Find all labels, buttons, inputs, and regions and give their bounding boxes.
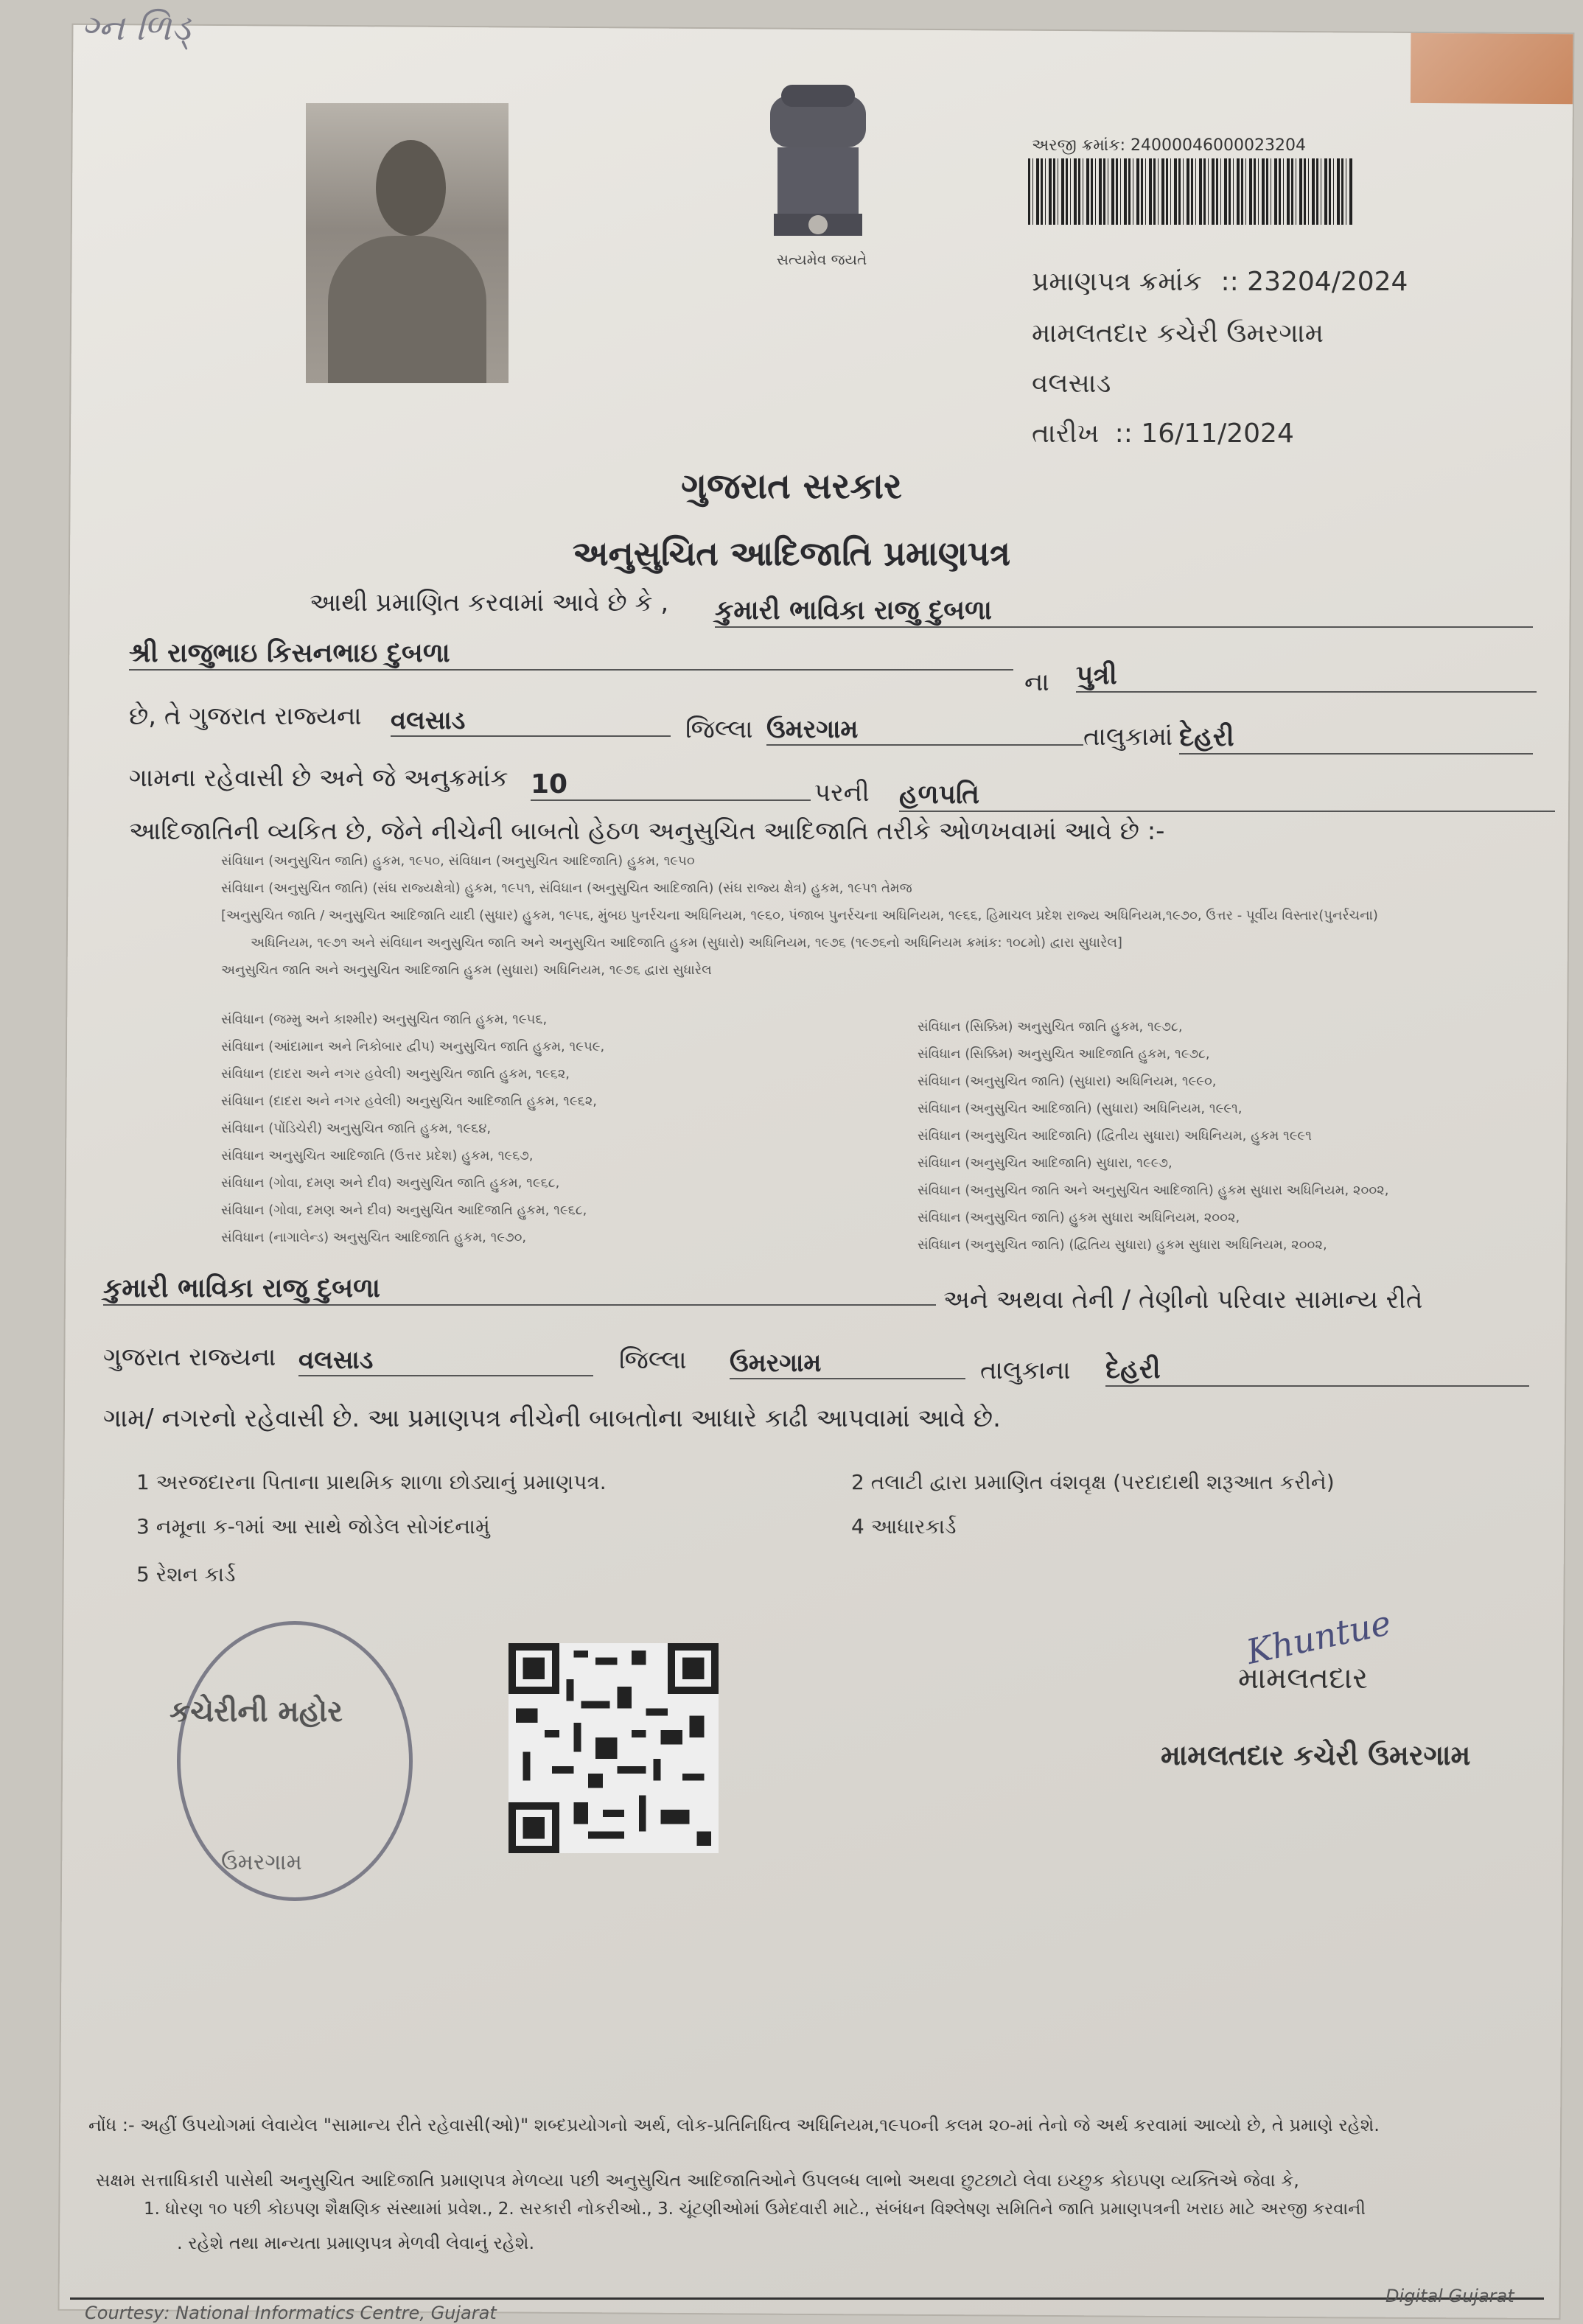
orders-right-list	[918, 1013, 1388, 1259]
district-label: જિલ્લા	[685, 715, 753, 744]
handwritten-note: ગ્ન ળિડ્	[81, 7, 191, 49]
issue-date-label: તારીખ	[1032, 419, 1100, 449]
resident-text: ગામના રહેવાસી છે અને જે અનુક્રમાંક	[129, 763, 509, 793]
seal-ring-text: ઉમરગામ	[221, 1849, 302, 1875]
orders-left-list	[221, 1006, 604, 1251]
order-line: સંવિધાન (સિક્કિમ) અનુસુચિત જાતિ હુકમ, ૧૯૭૮,	[918, 1019, 1183, 1035]
document-item: 3 નમૂના ક-૧માં આ સાથે જોડેલ સોગંદનામું	[136, 1514, 490, 1539]
order-line: સંવિધાન (પોંડિચેરી) અનુસુચિત જાતિ હુકમ, ૧૯૬૪,	[221, 1121, 492, 1136]
recognition-text: આદિજાતિની વ્યકિત છે, જેને નીચેની બાબતો હેઠળ અનુસુચિત આદિજાતિ તરીકે ઓળખવામાં આવે છે :-	[129, 816, 1165, 846]
document-item: 2 તલાટી દ્વારા પ્રમાણિત વંશવૃક્ષ (પરદાદાથી શરૂઆત કરીને)	[851, 1470, 1335, 1494]
order-line: સંવિધાન (અનુસુચિત આદિજાતિ) (સુધારા) અધિનિયમ, ૧૯૯૧,	[918, 1101, 1243, 1116]
order-line: સંવિધાન અનુસુચિત આદિજાતિ (ઉત્તર પ્રદેશ) હુકમ, ૧૯૬૭,	[221, 1148, 534, 1163]
seal-label: કચેરીની મહોર	[170, 1695, 343, 1729]
order-line: સંવિધાન (અનુસુચિત જાતિ) (સુધારા) અધિનિયમ, ૧૯૯૦,	[918, 1074, 1217, 1089]
order-line: સંવિધાન (અનુસુચિત આદિજાતિ) (દ્વિતીય સુધારા) અધિનિયમ, હુકમ ૧૯૯૧	[918, 1128, 1312, 1144]
orders-main-list	[221, 847, 1378, 984]
order-line: સંવિધાન (અનુસુચિત જાતિ) (દ્વિતિય સુધારા) હુકમ સુધારા અધિનિયમ, ૨૦૦૨,	[918, 1237, 1327, 1253]
issuing-office: મામલતદાર કચેરી ઉમરગામ	[1032, 318, 1324, 349]
caste-prefix: પરની	[814, 778, 870, 808]
serial-number: 10	[531, 769, 811, 801]
village-value: દેહરી	[1179, 722, 1533, 755]
issuing-district: વલસાડ	[1032, 368, 1111, 399]
digital-gujarat-credit: Digital Gujarat	[1385, 2286, 1514, 2306]
relation: પુત્રી	[1076, 660, 1537, 693]
residence-name: કુમારી ભાવિકા રાજુ દુબળા	[103, 1273, 936, 1306]
order-line: સંવિધાન (અનુસુચિત જાતિ) હુકમ સુધારા અધિનિયમ, ૨૦૦૨,	[918, 1210, 1240, 1225]
order-line: સંવિધાન (અનુસુચિત આદિજાતિ) સુધારા, ૧૯૯૭,	[918, 1155, 1173, 1171]
order-line: અનુસુચિત જાતિ અને અનુસુચિત આદિજાતિ હુકમ (સુધારા) અધિનિયમ, ૧૯૭૬ દ્વારા સુધારેલ	[221, 962, 712, 978]
issue-date-value: :: 16/11/2024	[1114, 419, 1294, 449]
caste-name: હળપતિ	[899, 780, 1555, 812]
order-line: સંવિધાન (ગોવા, દમણ અને દીવ) અનુસુચિત આદિજાતિ હુકમ, ૧૯૬૮,	[221, 1203, 587, 1218]
father-name: શ્રી રાજુભાઇ કિસનભાઇ દુબળા	[129, 638, 1013, 671]
footer-divider	[70, 2297, 1544, 2300]
document-item: 4 આધારકાર્ડ	[851, 1514, 957, 1539]
residence-taluka-label: તાલુકાના	[980, 1356, 1071, 1385]
signatory-designation: મામલતદાર	[1238, 1662, 1368, 1695]
barcode	[1028, 158, 1352, 225]
district-value: વલસાડ	[391, 706, 671, 737]
order-line: સંવિધાન (આંદામાન અને નિકોબાર દ્વીપ) અનુસુચિત જાતિ હુકમ, ૧૯૫૯,	[221, 1039, 605, 1054]
applicant-photo	[306, 103, 509, 383]
order-line: સંવિધાન (દાદરા અને નગર હવેલી) અનુસુચિત જાતિ હુકમ, ૧૯૬૨,	[221, 1066, 570, 1082]
footer-point: 1. ધોરણ ૧૦ પછી કોઇપણ શૈક્ષણિક સંસ્થામાં પ્રવેશ., 2. સરકારી નોકરીઓ., 3. ચૂંટણીઓમાં ઉમેદવારી માટે., સંબંધન વિશ્લેષણ સમિતિને જાતિ પ્રમાણપત્રની ખરાઇ માટે અરજી કરવાની	[144, 2199, 1366, 2219]
document-item: 5 રેશન કાર્ડ	[136, 1562, 236, 1586]
footer-point: . રહેશે તથા માન્યતા પ્રમાણપત્ર મેળવી લેવાનું રહેશે.	[177, 2233, 535, 2253]
family-text: અને અથવા તેની / તેણીનો પરિવાર સામાન્ય રીતે	[943, 1285, 1423, 1315]
basis-text: ગામ/ નગરનો રહેવાસી છે. આ પ્રમાણપત્ર નીચેની બાબતોના આધારે કાઢી આપવામાં આવે છે.	[103, 1404, 1001, 1433]
document-item: 1 અરજદારના પિતાના પ્રાથમિક શાળા છોડ્યાનું પ્રમાણપત્ર.	[136, 1470, 607, 1494]
order-line: સંવિધાન (અનુસુચિત જાતિ) (સંઘ રાજ્યક્ષેત્રો) હુકમ, ૧૯૫૧, સંવિધાન (અનુસુચિત આદિજાતિ) (સંઘ રાજ્ય ક્ષેત્ર) હુકમ, ૧૯૫૧ તેમજ	[221, 881, 912, 896]
footer-note: નોંધ :- અહીં ઉપયોગમાં લેવાયેલ "સામાન્ય રીતે રહેવાસી(ઓ)" શબ્દપ્રયોગનો અર્થ, લોક-પ્રતિનિધિત્વ અધિનિયમ,૧૯૫૦ની કલમ ૨૦-માં તેનો જે અર્થ કરવામાં આવ્યો છે, તે પ્રમાણે રહેશે.	[88, 2115, 1380, 2135]
relation-prefix: ના	[1024, 668, 1049, 697]
order-line: સંવિધાન (નાગાલેન્ડ) અનુસુચિત આદિજાતિ હુકમ, ૧૯૭૦,	[221, 1230, 527, 1245]
corner-tab	[1411, 33, 1573, 104]
certificate-number-value: :: 23204/2024	[1220, 267, 1408, 297]
issue-date-row	[1032, 419, 1294, 449]
certificate-number-label: પ્રમાણપત્ર ક્રમાંક	[1032, 267, 1203, 297]
order-line: સંવિધાન (જમ્મુ અને કાશ્મીર) અનુસુચિત જાતિ હુકમ, ૧૯૫૬,	[221, 1012, 548, 1027]
certificate-number-row	[1032, 267, 1408, 298]
footer-authority: સક્ષમ સત્તાધિકારી પાસેથી અનુસુચિત આદિજાતિ પ્રમાણપત્ર મેળવ્યા પછી અનુસુચિત આદિજાતિઓને ઉપલબ્ધ લાભો અથવા છુટછાટો લેવા ઇચ્છુક કોઇપણ વ્યક્તિએ જેવા કે,	[96, 2170, 1299, 2191]
order-line: સંવિધાન (દાદરા અને નગર હવેલી) અનુસુચિત આદિજાતિ હુકમ, ૧૯૬૨,	[221, 1093, 598, 1109]
emblem-motto: સત્યમેવ જયતે	[776, 251, 867, 268]
taluka-label: તાલુકામાં	[1083, 722, 1173, 752]
certified-intro: આથી પ્રમાણિત કરવામાં આવે છે કે ,	[310, 588, 669, 617]
signature-scribble: Khuntue	[1243, 1602, 1395, 1673]
application-number: અરજી ક્રમાંક: 24000046000023204	[1032, 136, 1307, 155]
applicant-name: કુમારી ભાવિકા રાજુ દુબળા	[715, 595, 1533, 628]
order-line: [અનુસુચિત જાતિ / અનુસુચિત આદિજાતિ યાદી (સુધાર) હુકમ, ૧૯૫૬, મુંબઇ પુનર્રચના અધિનિયમ, ૧૯૬૦, પંજાબ પુનર્રચના અધિનિયમ, ૧૯૬૬, હિમાચલ પ્રદેશ રાજ્ય અધિનિયમ,૧૯૭૦, ઉત્તર - પૂર્વીય વિસ્તાર(પુનર્રચના)	[221, 908, 1378, 923]
order-line: સંવિધાન (ગોવા, દમણ અને દીવ) અનુસુચિત જાતિ હુકમ, ૧૯૬૮,	[221, 1175, 560, 1191]
national-emblem-icon	[752, 81, 884, 265]
government-title: ગુજરાત સરકાર	[681, 466, 902, 507]
qr-code-icon	[509, 1643, 719, 1853]
nic-credit: Courtesy: National Informatics Centre, Gujarat	[85, 2303, 497, 2323]
residence-district-value: વલસાડ	[298, 1345, 593, 1376]
residence-village-value: દેહરી	[1105, 1354, 1529, 1387]
residence-district-label: જિલ્લા	[619, 1345, 687, 1375]
order-line: સંવિધાન (અનુસુચિત જાતિ) હુકમ, ૧૯૫૦, સંવિધાન (અનુસુચિત આદિજાતિ) હુકમ, ૧૯૫૦	[221, 853, 695, 869]
order-line: સંવિધાન (અનુસુચિત જાતિ અને અનુસુચિત આદિજાતિ) હુકમ સુધારા અધિનિયમ, ૨૦૦૨,	[918, 1183, 1389, 1198]
state-prefix: છે, તે ગુજરાત રાજ્યના	[129, 701, 362, 731]
order-line: સંવિધાન (સિક્કિમ) અનુસુચિત આદિજાતિ હુકમ, ૧૯૭૮,	[918, 1046, 1210, 1062]
order-line: અધિનિયમ, ૧૯૭૧ અને સંવિધાન અનુસુચિત જાતિ અને અનુસુચિત આદિજાતિ હુકમ (સુધારો) અધિનિયમ, ૧૯૭૬ (૧૯૭૬નો અધિનિયમ ક્રમાંક: ૧૦૮મો) દ્વારા સુધારેલ]	[251, 935, 1122, 951]
certificate-title: અનુસુચિત આદિજાતિ પ્રમાણપત્ર	[572, 533, 1010, 573]
residence-taluka-value: ઉમરગામ	[730, 1348, 965, 1379]
taluka-value: ઉમરગામ	[766, 715, 1083, 746]
residence-state-prefix: ગુજરાત રાજ્યના	[103, 1343, 276, 1372]
signatory-office: મામલતદાર કચેરી ઉમરગામ	[1161, 1739, 1471, 1771]
